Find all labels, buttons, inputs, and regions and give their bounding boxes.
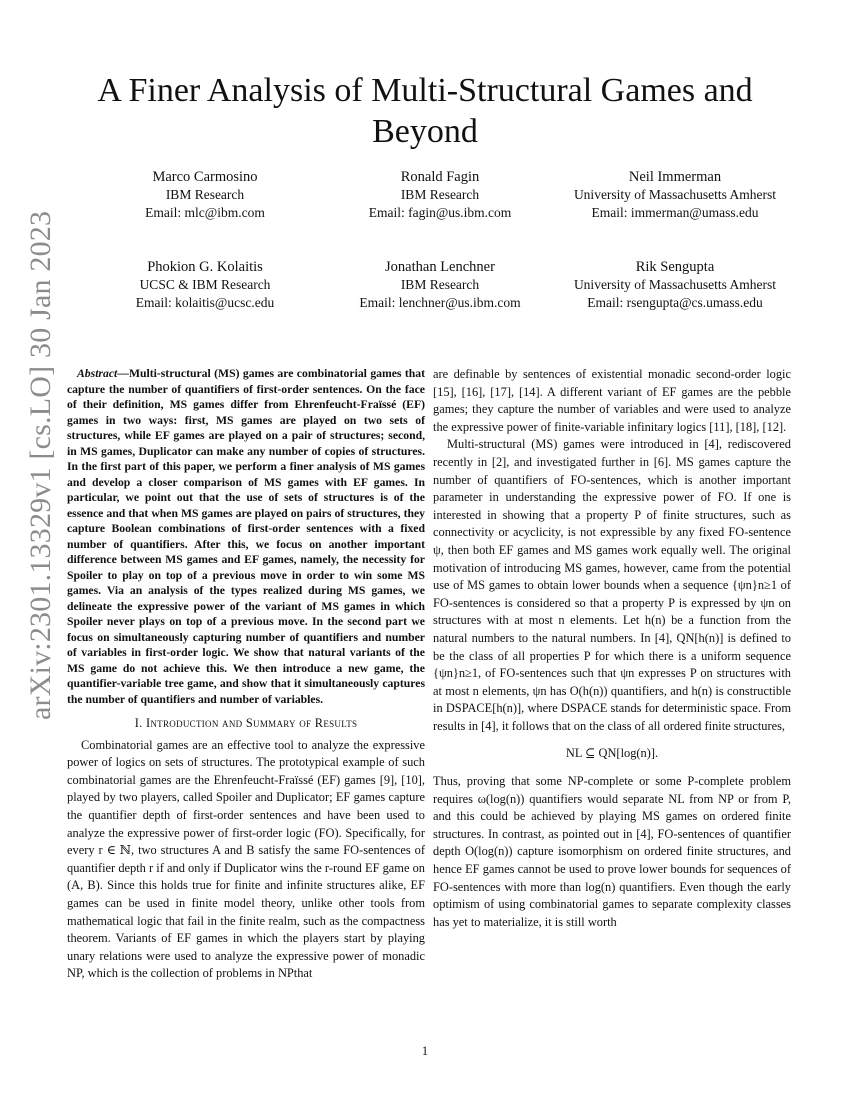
display-equation: NL ⊆ QN[log(n)]. [565,746,659,761]
author-block [90,168,320,222]
author-block [325,258,555,312]
author-block [560,258,790,312]
author-block [325,168,555,222]
author-block [560,168,790,222]
author-email: Email: lenchner@us.ibm.com [359,295,521,310]
author-affiliation: University of Massachusetts Amherst [573,187,777,202]
abstract [67,366,425,707]
abstract-lead: Abstract [77,367,118,380]
author-affiliation: UCSC & IBM Research [139,277,271,292]
arxiv-identifier-stamp [24,210,57,721]
author-email: Email: rsengupta@cs.umass.edu [587,295,763,310]
right-column [433,366,791,931]
author-email: Email: kolaitis@ucsc.edu [135,295,275,310]
paragraph: Thus, proving that some NP-complete or some P-complete problem requires ω(log(n)) quantifiers would separate NL from NP or from P, and this could be achieved by playing MS games on ordered finite structures. In contrast, as pointed out in [4], FO-sentences of quantifier depth O(log(n)) capture isomorphism on ordered finite structures, and hence EF games cannot be used to prove lower bounds for sequences of FO-sentences with more than log(n) quantifiers. Even though the early optimism of using combinatorial games to separate complexity classes has yet to materialize, it is still worth [433,774,791,929]
author-email: Email: mlc@ibm.com [145,205,265,220]
section-heading [67,715,425,733]
author-email: Email: fagin@us.ibm.com [368,205,512,220]
paragraph: Multi-structural (MS) games were introduced in [4], rediscovered recently in [2], and investigated further in [6]. MS games capture the number of quantifiers of FO-sentences, which is another important parameter in understanding the expressive power of FO. If one is interested in showing that a property P of finite structures, such as connectivity or acyclicity, is not expressible by any fixed FO-sentence ψ, then both EF games and MS games work equally well. The original motivation of introducing MS games, however, came from the potential use of MS games to obtain lower bounds when a sequence {ψn}n≥1 of FO-sentences is considered so that a property P is expressed by ψn on structures with at most n elements. Let h(n) be a function from the natural numbers to the natural numbers. In [4], QN[h(n)] is defined to be the class of all properties P for which there is a uniform sequence {ψn}n≥1, of FO-sentences such that ψn expresses P on structures with at most n elements, ψn has O(h(n)) quantifiers, and h(n) is constructible in DSPACE[h(n)], where DSPACE stands for deterministic space. From results in [4], it follows that on the class of all ordered finite structures, [433,437,791,733]
paragraph: Combinatorial games are an effective tool to analyze the expressive power of logics on sets of structures. The prototypical example of such combinatorial games are the Ehrenfeucht-Fraïssé (EF) games [9], [10], played by two players, called Spoiler and Duplicator; EF games capture the quantifier depth of first-order sentences and have been used to analyze the expressive power of first-order logic (FO). Specifically, for every r ∈ ℕ, two structures A and B satisfy the same FO-sentences of quantifier depth r if and only if Duplicator wins the r-round EF game on (A, B). Since this holds true for finite and infinite structures alike, EF games can be used in finite model theory, unlike other tools from mathematical logic that fail in the finite realm, such as the compactness theorem. Variants of EF games in which the players start by playing unary relations were used to analyze the expressive power of monadic NP, which is the collection of problems in NPthat [67,737,425,981]
author-affiliation: IBM Research [165,187,245,202]
arxiv-identifier-text: arXiv:2301.13329v1 [cs.LO] 30 Jan 2023 [24,210,57,720]
author-affiliation: IBM Research [400,187,480,202]
author-name: Marco Carmosino [152,169,258,185]
author-name: Ronald Fagin [400,169,480,185]
author-block [90,258,320,312]
author-affiliation: University of Massachusetts Amherst [573,277,777,292]
author-name: Neil Immerman [628,169,722,185]
paper-title: A Finer Analysis of Multi-Structural Games and Beyond [97,72,753,150]
authors-row-1 [90,168,790,222]
author-name: Phokion G. Kolaitis [147,259,263,275]
author-name: Rik Sengupta [635,259,715,275]
section-title: Introduction and Summary of Results [145,716,358,730]
author-affiliation: IBM Research [400,277,480,292]
paragraph: are definable by sentences of existential monadic second-order logic [15], [16], [17], [14]. A different variant of EF games are the pebble games; they capture the number of variables and were used to analyze the expressive power of finite-variable infinitary logics [11], [18], [12]. [433,367,791,434]
abstract-text: —Multi-structural (MS) games are combinatorial games that capture the number of quantifiers of first-order sentences. On the face of their definition, MS games differ from Ehrenfeucht-Fraïssé (EF) games in two ways: first, MS games are played on two sets of structures, while EF games are played on a pair of structures; second, in MS games, Duplicator can make any number of copies of structures. In the first part of this paper, we perform a finer analysis of MS games and develop a closer comparison of MS games with EF games. In particular, we point out that the use of sets of structures is of the essence and that when MS games are played on pairs of structures, they capture Boolean combinations of first-order sentences with a fixed number of quantifiers. After this, we focus on another important difference between MS games and EF games, namely, the necessity for Spoiler to play on top of a previous move in order to win some MS games. Via an analysis of the types realized during MS games, we delineate the expressive power of the variant of MS games in which Spoiler never plays on top of a previous move. In the second part we focus on simultaneously capturing number of quantifiers and number of variables in first-order logic. We show that natural variants of the MS game do not achieve this. We then introduce a new game, the quantifier-variable tree game, and show that it simultaneously captures the number of quantifiers and number of variables. [67,367,425,706]
section-number: I. [134,716,143,730]
left-column [67,366,425,983]
author-name: Jonathan Lenchner [385,259,495,275]
author-email: Email: immerman@umass.edu [591,205,759,220]
authors-row-2 [90,258,790,312]
page-number: 1 [421,1044,429,1058]
